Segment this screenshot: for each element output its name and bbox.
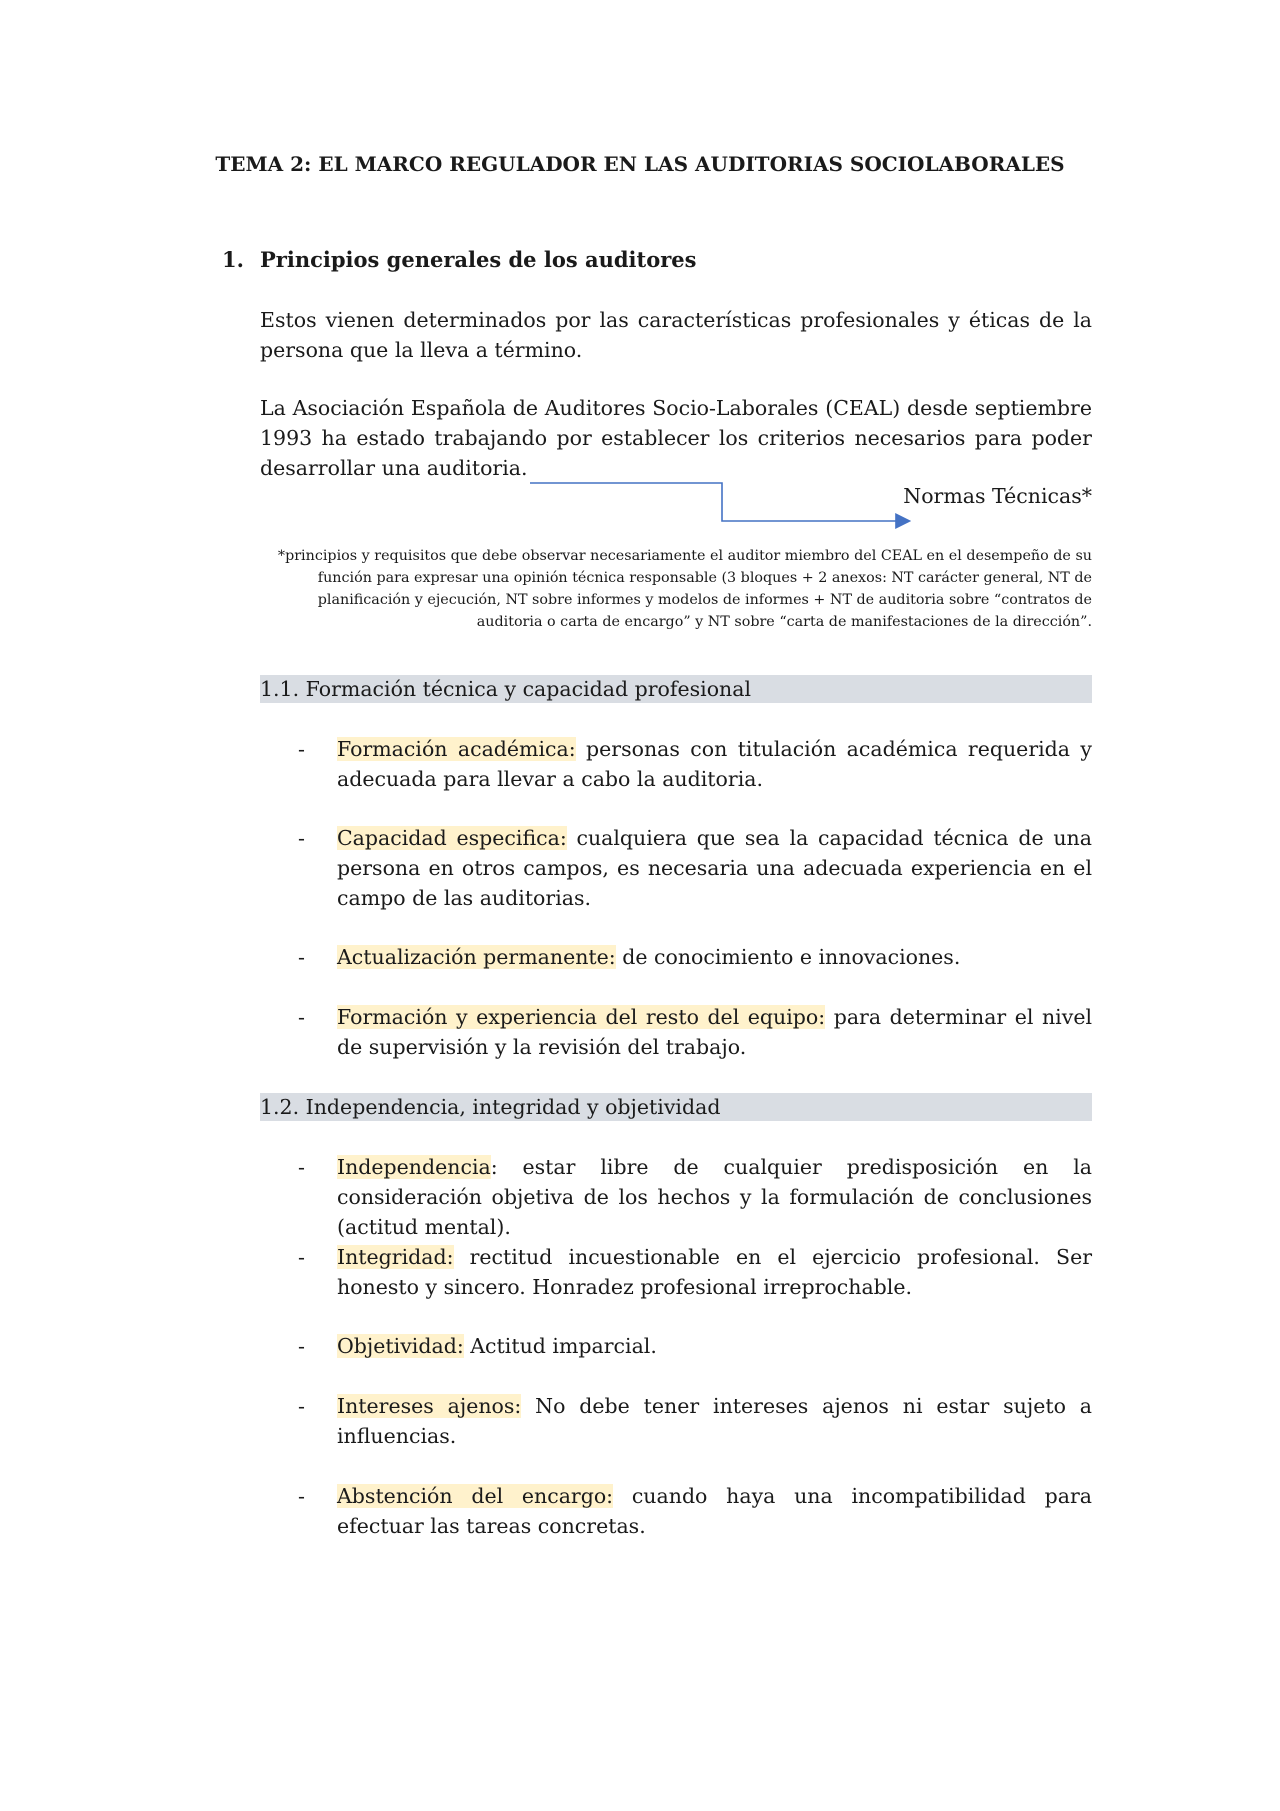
list-item [298, 942, 1092, 972]
bullet-dash: - [298, 1394, 305, 1418]
subsection-heading-1-2: 1.2. Independencia, integridad y objetividad [260, 1093, 1092, 1121]
bullet-dash: - [298, 1334, 305, 1358]
ceal-paragraph: La Asociación Española de Auditores Socio-Laborales (CEAL) desde septiembre 1993 ha estado trabajando por establecer los criterios necesarios para poder desarrollar una auditoria. [260, 396, 1092, 480]
subsection-heading-1-1: 1.1. Formación técnica y capacidad profesional [260, 675, 1092, 703]
list-item [298, 1391, 1092, 1451]
bullet-dash: - [298, 1484, 305, 1508]
item-text: Actitud imparcial. [463, 1334, 657, 1358]
highlighted-term: Abstención del encargo: [337, 1484, 614, 1508]
highlighted-term: Actualización permanente: [337, 945, 616, 969]
bullet-dash: - [298, 945, 305, 969]
list-item [298, 1002, 1092, 1062]
highlighted-term: Capacidad especifica: [337, 826, 567, 850]
highlighted-term: Objetividad: [337, 1334, 464, 1358]
section-heading-text: Principios generales de los auditores [260, 247, 697, 272]
item-text: personas con titulación académica requerida y adecuada para llevar a cabo la auditoria. [337, 737, 1092, 791]
item-text: de conocimiento e innovaciones. [615, 945, 961, 969]
item-text: cuando haya una incompatibilidad para efectuar las tareas concretas. [337, 1484, 1092, 1538]
highlighted-term: Intereses ajenos: [337, 1394, 522, 1418]
bullet-dash: - [298, 1005, 305, 1029]
bullet-dash: - [298, 737, 305, 761]
list-item [298, 1331, 1092, 1361]
normas-tecnicas-label: Normas Técnicas* [903, 484, 1092, 508]
list-item [298, 1242, 1092, 1302]
item-text: rectitud incuestionable en el ejercicio profesional. Ser honesto y sincero. Honradez profesional irreprochable. [337, 1245, 1092, 1299]
highlighted-term: Formación y experiencia del resto del equipo: [337, 1005, 826, 1029]
highlighted-term: Integridad: [337, 1245, 454, 1269]
arrow-connector-icon [0, 0, 1280, 600]
item-text: para determinar el nivel de supervisión y la revisión del trabajo. [337, 1005, 1093, 1059]
highlighted-term: Independencia [337, 1155, 491, 1179]
list-item [298, 1152, 1092, 1242]
highlighted-term: Formación académica: [337, 737, 576, 761]
bullet-dash: - [298, 1155, 305, 1179]
footnote: *principios y requisitos que debe observar necesariamente el auditor miembro del CEAL en el desempeño de su función para expresar una opinión técnica responsable (3 bloques + 2 anexos: NT carácter general, NT de planificación y ejecución, NT sobre informes y modelos de informes + NT de auditoria sobre “contratos de auditoria o carta de encargo” y NT sobre “carta de manifestaciones de la dirección”. [277, 548, 1092, 630]
item-text: No debe tener intereses ajenos ni estar sujeto a influencias. [337, 1394, 1092, 1448]
list-item [298, 823, 1092, 913]
bullet-dash: - [298, 826, 305, 850]
bullet-dash: - [298, 1245, 305, 1269]
intro-paragraph: Estos vienen determinados por las características profesionales y éticas de la persona que la lleva a término. [260, 308, 1092, 362]
item-text: cualquiera que sea la capacidad técnica de una persona en otros campos, es necesaria una adecuada experiencia en el campo de las auditorias. [337, 826, 1092, 910]
document-title: TEMA 2: EL MARCO REGULADOR EN LAS AUDITORIAS SOCIOLABORALES [215, 152, 1065, 176]
list-item [298, 1481, 1092, 1541]
section-number: 1. [222, 247, 244, 272]
list-item [298, 734, 1092, 794]
item-text: : estar libre de cualquier predisposición en la consideración objetiva de los hechos y la formulación de conclusiones (actitud mental). [337, 1155, 1092, 1239]
